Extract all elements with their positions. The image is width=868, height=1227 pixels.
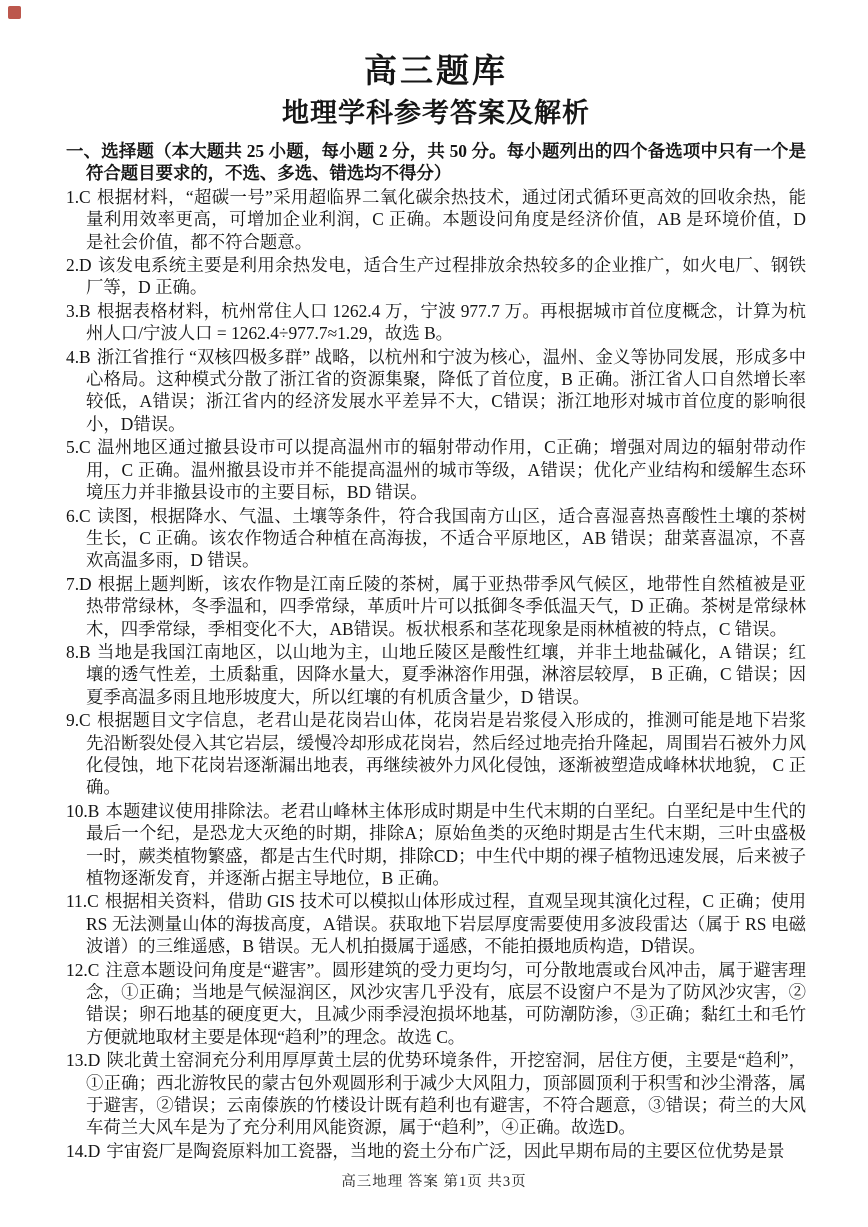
answer-item-text: 陕北黄土窑洞充分利用厚厚黄土层的优势环境条件，开挖窑洞，居住方便，主要是“趋利”，①正确；西北游牧民的蒙古包外观圆形利于减少大风阻力，顶部圆顶利于积雪和沙尘滑落，属于避害，②错误；云南傣族的竹楼设计既有趋利也有避害，不符合题意，③错误；荷兰的大风车荷兰大风车是为了充分利用风能资源，属于“趋利”，④正确。故选D。 — [86, 1050, 806, 1138]
answer-item-number: 6.C — [66, 505, 91, 526]
answer-item — [66, 641, 806, 708]
answer-item — [66, 505, 806, 572]
answer-item — [66, 573, 806, 640]
answer-item — [66, 959, 806, 1049]
answer-item-number: 3.B — [66, 300, 91, 321]
section-header: 一、选择题（本大题共 25 小题，每小题 2 分，共 50 分。每小题列出的四个备选项中只有一个是符合题目要求的，不选、多选、错选均不得分） — [66, 141, 806, 184]
answer-item-text: 根据表格材料，杭州常住人口 1262.4 万，宁波 977.7 万。再根据城市首位度概念，计算为杭州人口/宁波人口 = 1262.4÷977.7≈1.29，故选 B。 — [86, 300, 806, 344]
page-footer: 高三地理 答案 第1页 共3页 — [341, 1174, 527, 1190]
answer-item-text: 根据上题判断，该农作物是江南丘陵的茶树，属于亚热带季风气候区，地带性自然植被是亚热带常绿林，冬季温和，四季常绿，革质叶片可以抵御冬季低温天气，D 正确。茶树是常绿林木，四季常绿，季相变化不大，AB错误。板状根系和茎花现象是雨林植被的特点，C 错误。 — [86, 573, 806, 639]
corner-stamp-icon — [8, 6, 21, 19]
answer-item-text: 温州地区通过撤县设市可以提高温州市的辐射带动作用，C正确；增强对周边的辐射带动作用，C 正确。温州撤县设市并不能提高温州的城市等级，A错误；优化产业结构和缓解生态环境压力并非撤县设市的主要目标，BD 错误。 — [86, 437, 806, 503]
answer-item-text: 根据题目文字信息，老君山是花岗岩山体，花岗岩是岩浆侵入形成的，推测可能是地下岩浆先沿断裂处侵入其它岩层，缓慢冷却形成花岗岩，然后经过地壳抬升隆起，周围岩石被外力风化侵蚀，地下花岗岩逐渐漏出地表，再继续被外力风化侵蚀，逐渐被塑造成峰林状地貌， C 正确。 — [86, 710, 806, 798]
answer-item-number: 4.B — [66, 346, 91, 367]
answer-item-number: 2.D — [66, 255, 92, 276]
answer-item-number: 5.C — [66, 437, 91, 458]
document-title: 高三题库 — [364, 54, 508, 90]
answer-item-text: 宇宙瓷厂是陶瓷原料加工瓷器，当地的瓷土分布广泛，因此早期布局的主要区位优势是景 — [106, 1140, 785, 1161]
answer-item — [66, 709, 806, 799]
answer-item-text: 读图，根据降水、气温、土壤等条件，符合我国南方山区，适合喜湿喜热喜酸性土壤的茶树生长，C 正确。该农作物适合种植在高海拔，不适合平原地区，AB 错误；甜菜喜温凉，不喜欢高温多雨，D 错误。 — [86, 505, 806, 571]
answer-item — [66, 186, 806, 253]
answer-item — [66, 1140, 806, 1162]
answer-item-number: 1.C — [66, 186, 91, 207]
answer-item-text: 根据相关资料，借助 GIS 技术可以模拟山体形成过程，直观呈现其演化过程，C 正确；使用RS 无法测量山体的海拔高度，A错误。获取地下岩层厚度需要使用多波段雷达（属于 RS 电磁波谱）的三维遥感，B 错误。无人机拍摄属于遥感，不能拍摄地质构造，D错误。 — [86, 891, 806, 957]
answer-item-text: 浙江省推行 “双核四极多群” 战略，以杭州和宁波为核心，温州、金义等协同发展，形成多中心格局。这种模式分散了浙江省的资源集聚，降低了首位度，B 正确。浙江省人口自然增长率较低，A错误；浙江省内的经济发展水平差异不大，C错误；浙江地形对城市首位度的影响很小，D错误。 — [86, 346, 806, 434]
answer-item-number: 13.D — [66, 1050, 101, 1071]
answer-item-number: 14.D — [66, 1140, 101, 1161]
answer-list — [66, 186, 806, 1162]
answer-item-text: 注意本题设问角度是“避害”。圆形建筑的受力更均匀，可分散地震或台风冲击，属于避害理念，①正确；当地是气候湿润区，风沙灾害几乎没有，底层不设窗户不是为了防风沙灾害，②错误；卵石地基的硬度更大，且减少雨季浸泡损坏地基，可防潮防渗，③正确；黏红土和毛竹方便就地取材主要是体现“趋利”的理念。故选 C。 — [86, 959, 806, 1047]
answer-item-text: 本题建议使用排除法。老君山峰林主体形成时期是中生代末期的白垩纪。白垩纪是中生代的最后一个纪，是恐龙大灭绝的时期，排除A；原始鱼类的灭绝时期是古生代末期，三叶虫盛极一时，蕨类植物繁盛，都是古生代时期，排除CD；中生代中期的裸子植物迅速发展，后来被子植物逐渐发育，并逐渐占据主导地位，B 正确。 — [86, 800, 806, 888]
answer-item-number: 11.C — [66, 891, 99, 912]
document-subtitle: 地理学科参考答案及解析 — [282, 98, 590, 128]
answer-item — [66, 346, 806, 436]
answer-item-text: 该发电系统主要是利用余热发电，适合生产过程排放余热较多的企业推广，如火电厂、钢铁厂等，D 正确。 — [86, 255, 806, 298]
answer-item-text: 根据材料，“超碳一号”采用超临界二氧化碳余热技术，通过闭式循环更高效的回收余热，能量利用效率更高，可增加企业利润，C 正确。本题设问角度是经济价值，AB 是环境价值，D 是社会价值，都不符合题意。 — [86, 186, 806, 252]
answer-item — [66, 254, 806, 299]
answer-item-number: 10.B — [66, 800, 100, 821]
answer-item-number: 9.C — [66, 710, 91, 731]
answer-item-number: 8.B — [66, 641, 91, 662]
answer-item-number: 12.C — [66, 959, 100, 980]
answer-item — [66, 436, 806, 503]
answer-item-number: 7.D — [66, 573, 92, 594]
answer-item — [66, 300, 806, 345]
answer-item — [66, 800, 806, 890]
answer-item — [66, 890, 806, 957]
answer-item-text: 当地是我国江南地区，以山地为主，山地丘陵区是酸性红壤，并非土地盐碱化，A 错误；红壤的透气性差，土质黏重，因降水量大，夏季淋溶作用强，淋溶层较厚， B 正确，C 错误；因夏季高温多雨且地形坡度大，所以红壤的有机质含量少，D 错误。 — [86, 641, 806, 707]
answer-item — [66, 1049, 806, 1139]
